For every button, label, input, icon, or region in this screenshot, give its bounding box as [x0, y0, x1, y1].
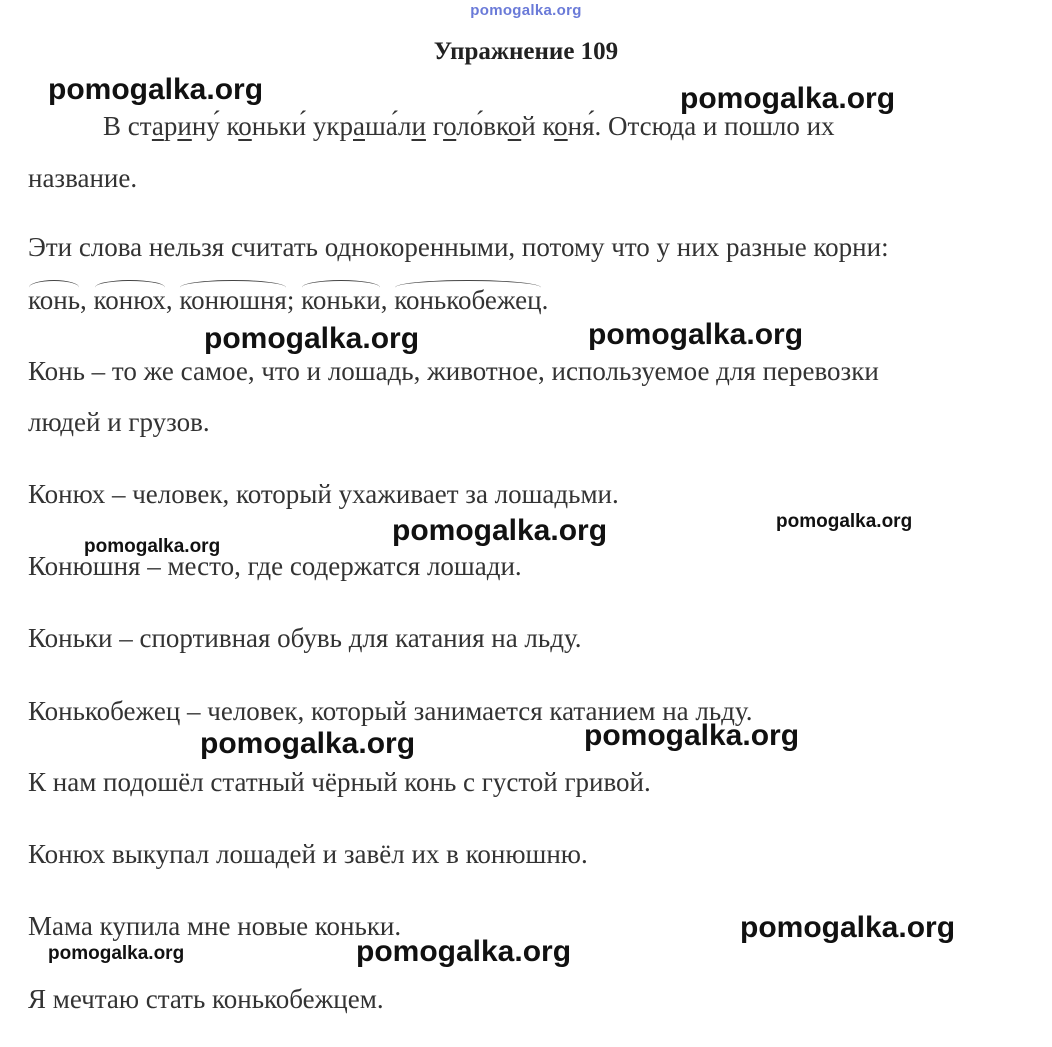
watermark: pomogalka.org [588, 318, 804, 351]
root-arc-word: конюх [93, 285, 166, 315]
site-link[interactable]: pomogalka.org [470, 2, 582, 19]
sentence-1: В старину́ коньки́ украша́ли голо́вкой коня́. Отсюда и пошло их [103, 111, 835, 141]
watermark: pomogalka.org [48, 943, 185, 964]
definition-konyushnya: Конюшня – место, где содержатся лошади. [28, 551, 522, 581]
watermark: pomogalka.org [680, 82, 896, 115]
page-title: Упражнение 109 [433, 38, 619, 65]
watermark: pomogalka.org [200, 727, 416, 760]
example-sentence-1: К нам подошёл статный чёрный конь с густой гривой. [28, 767, 651, 797]
watermark: pomogalka.org [356, 935, 572, 968]
definition-kon-cont: людей и грузов. [28, 407, 210, 437]
example-sentence-3: Мама купила мне новые коньки. [28, 911, 402, 941]
paragraph-roots: Эти слова нельзя считать однокоренными, потому что у них разные корни: [28, 232, 889, 262]
watermark: pomogalka.org [776, 511, 913, 532]
example-sentence-2: Конюх выкупал лошадей и завёл их в конюшню. [28, 839, 588, 869]
roots-list: конь, конюх, конюшня; коньки, конькобежец. [28, 285, 549, 315]
watermark: pomogalka.org [48, 73, 264, 106]
definition-konkobezhets: Конькобежец – человек, который занимается катанием на льду. [28, 696, 753, 726]
definition-konyukh: Конюх – человек, который ухаживает за лошадьми. [28, 479, 619, 509]
watermark: pomogalka.org [584, 719, 800, 752]
root-arc-word: конь [28, 285, 81, 315]
watermark: pomogalka.org [740, 911, 956, 944]
root-arc-word: конькобежец [394, 285, 542, 315]
root-arc-word: конюшня [179, 285, 287, 315]
definition-konki: Коньки – спортивная обувь для катания на льду. [28, 623, 582, 653]
watermark: pomogalka.org [392, 514, 608, 547]
root-arc-word: коньки [301, 285, 381, 315]
watermark: pomogalka.org [84, 536, 221, 557]
watermark: pomogalka.org [204, 322, 420, 355]
definition-kon: Конь – то же самое, что и лошадь, животное, используемое для перевозки [28, 356, 879, 386]
sentence-1-cont: название. [28, 163, 138, 193]
example-sentence-4: Я мечтаю стать конькобежцем. [28, 984, 384, 1014]
